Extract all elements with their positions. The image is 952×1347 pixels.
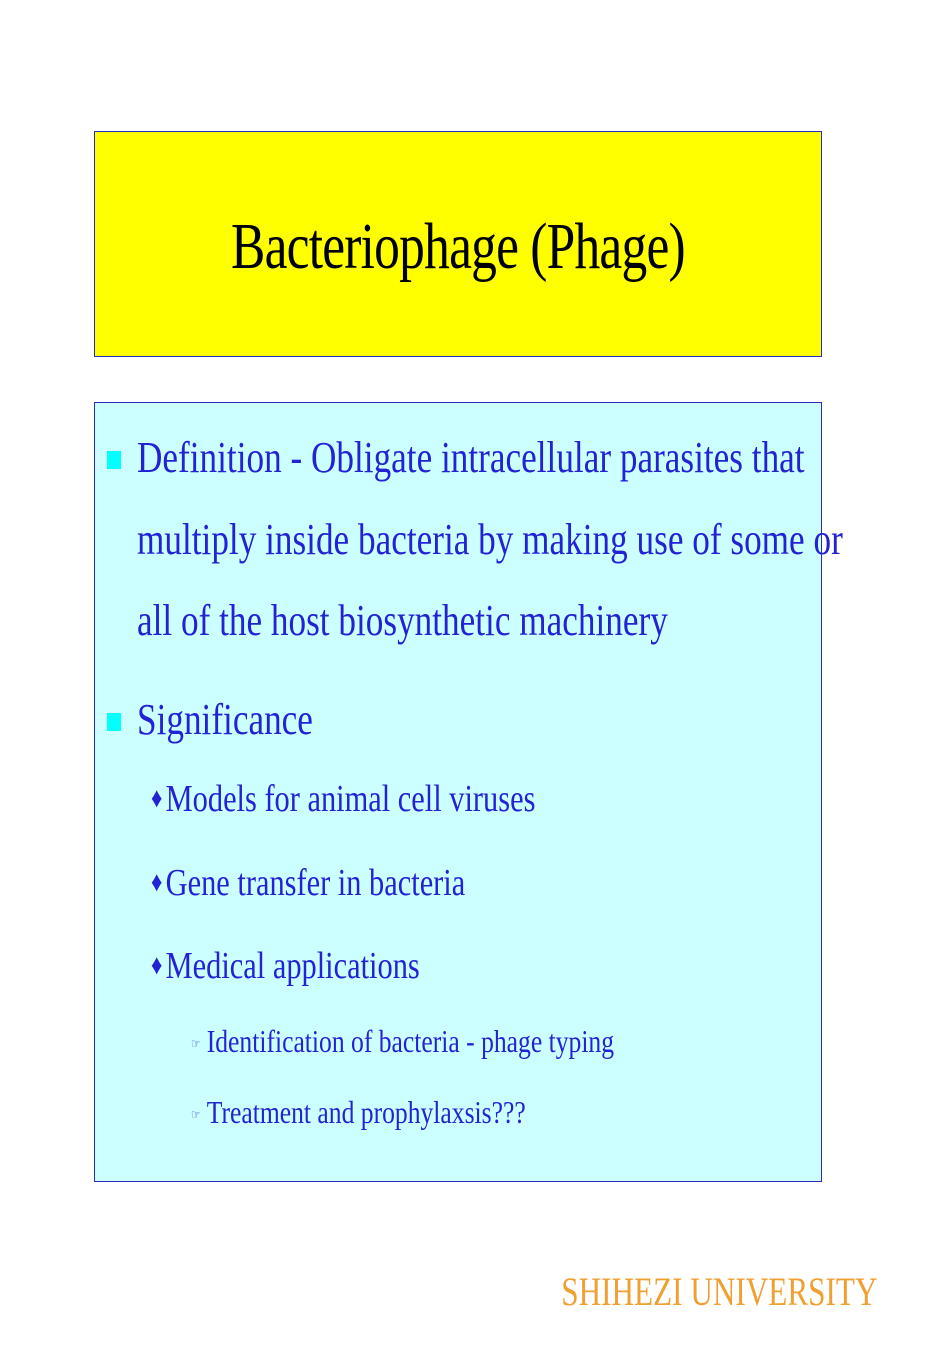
- diamond-bullet-icon: ♦: [151, 950, 163, 981]
- square-bullet-icon: [107, 451, 121, 469]
- square-bullet-icon: [107, 713, 121, 731]
- pointing-hand-icon: ☞: [191, 1107, 201, 1122]
- definition-line-2: multiply inside bacteria by making use of some or: [137, 515, 843, 564]
- significance-item: [151, 777, 535, 821]
- medical-subitem-text: Identification of bacteria - phage typing: [206, 1023, 615, 1059]
- medical-subitem-text: Treatment and prophylaxsis???: [206, 1094, 526, 1130]
- pointing-hand-icon: ☞: [191, 1036, 201, 1051]
- significance-item-text: Models for animal cell viruses: [165, 778, 536, 820]
- definition-line-3: all of the host biosynthetic machinery: [137, 596, 668, 645]
- significance-item-text: Gene transfer in bacteria: [165, 862, 466, 904]
- content-box: [94, 402, 843, 1182]
- diamond-bullet-icon: ♦: [151, 867, 163, 898]
- title-box: [94, 131, 822, 357]
- significance-item: [151, 861, 465, 905]
- significance-item: [151, 944, 420, 988]
- significance-label: Significance: [137, 695, 313, 744]
- significance-item-text: Medical applications: [165, 945, 420, 987]
- slide-title: Bacteriophage (Phage): [231, 210, 685, 283]
- university-footer: SHIHEZI UNIVERSITY: [561, 1269, 878, 1314]
- medical-subitem: [191, 1023, 614, 1060]
- definition-line-1: Definition - Obligate intracellular parasites that: [137, 433, 805, 482]
- diamond-bullet-icon: ♦: [151, 783, 163, 814]
- medical-subitem: [191, 1094, 526, 1131]
